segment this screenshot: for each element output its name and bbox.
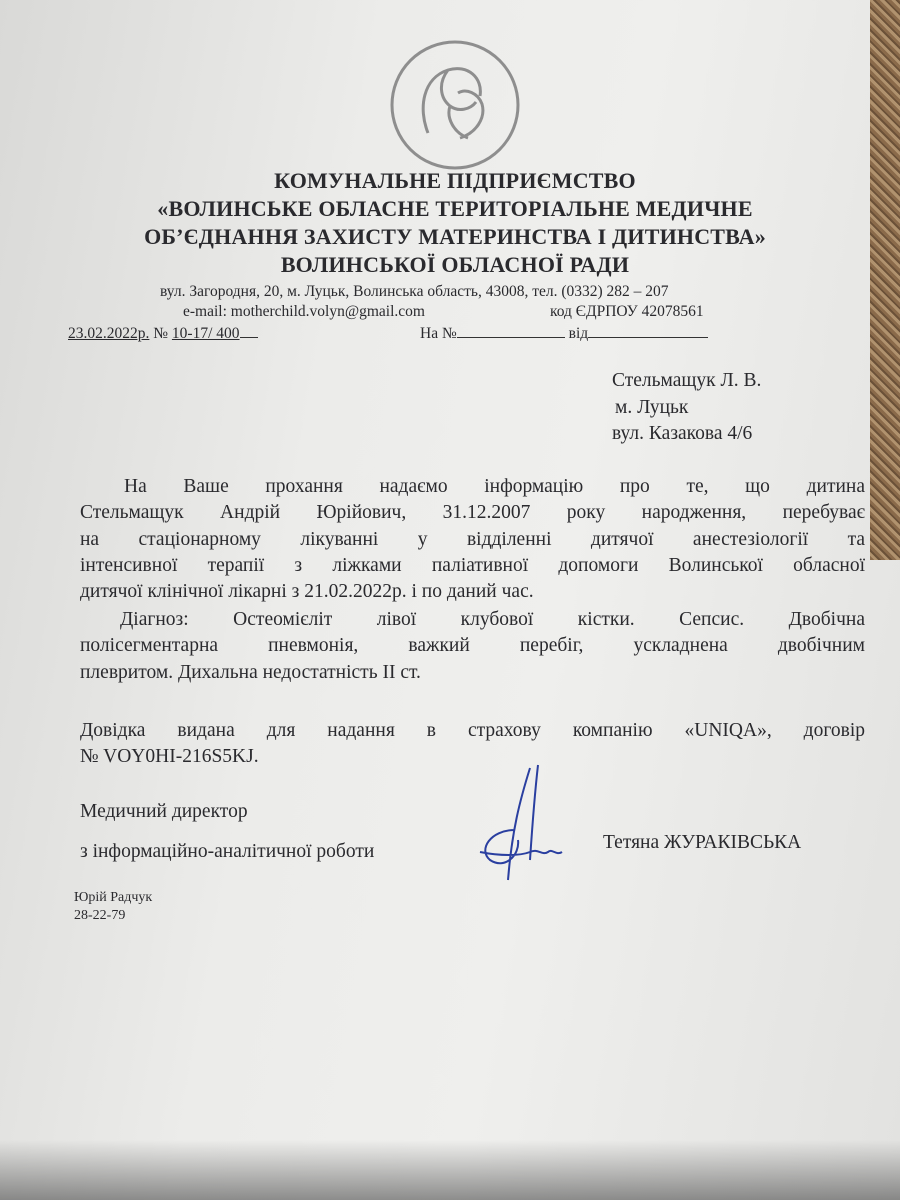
org-email: e-mail: motherchild.volyn@gmail.com (183, 303, 425, 320)
signatory-name: Тетяна ЖУРАКІВСЬКА (603, 832, 802, 853)
text-line: На Ваше прохання надаємо інформацію про те, що дитина (124, 476, 865, 497)
text-line: Стельмащук Андрій Юрійович, 31.12.2007 року народження, перебуває (80, 502, 865, 524)
text-line: Довідка видана для надання в страхову компанію «UNIQA», договір (80, 720, 865, 741)
signatory-title (80, 792, 374, 872)
logo-mother-child-icon (388, 38, 522, 172)
signatory-title-1: Медичний директор (80, 801, 248, 822)
executor-name: Юрій Радчук (74, 890, 153, 905)
org-address: вул. Загородня, 20, м. Луцьк, Волинська область, 43008, тел. (0332) 282 – 207 (160, 283, 669, 300)
on-num-label: На № (420, 325, 457, 342)
org-code: код ЄДРПОУ 42078561 (550, 303, 704, 320)
text-line: № VOY0HI-216S5KJ. (80, 746, 259, 768)
signatory-title-2: з інформаційно-аналітичної роботи (80, 841, 375, 862)
photo-shadow (0, 1140, 900, 1200)
text-line: дитячої клінічної лікарні з 21.02.2022р. і по даний час. (80, 581, 534, 603)
background-carpet (870, 0, 900, 560)
recipient-block (612, 368, 761, 448)
from-label: від (568, 325, 589, 342)
text-line: полісегментарна пневмонія, важкий перебіг, ускладнена двобічним (80, 635, 865, 657)
org-line-1: КОМУНАЛЬНЕ ПІДПРИЄМСТВО (274, 168, 636, 193)
recipient-city: м. Луцьк (615, 396, 689, 418)
incoming-reference (420, 325, 708, 343)
ref-date: 23.02.2022р. (68, 325, 150, 342)
reference-line (68, 325, 258, 343)
paragraph-info (80, 474, 865, 605)
ref-num-sign: № (153, 325, 169, 342)
org-line-4: ВОЛИНСЬКОЇ ОБЛАСНОЇ РАДИ (280, 252, 630, 277)
paragraph-diagnosis (80, 607, 865, 686)
org-line-2: «ВОЛИНСЬКЕ ОБЛАСНЕ ТЕРИТОРІАЛЬНЕ МЕДИЧНЕ (157, 196, 753, 221)
text-line: інтенсивної терапії з ліжками паліативної допомоги Волинської обласної (80, 554, 865, 576)
text-line: плевритом. Дихальна недостатність ІІ ст. (80, 661, 421, 683)
ref-number: 10-17/ 400 (171, 325, 240, 342)
executor-phone: 28-22-79 (74, 908, 126, 923)
text-line: на стаціонарному лікуванні у відділенні дитячої анестезіології та (80, 528, 865, 550)
org-line-3: ОБ’ЄДНАННЯ ЗАХИСТУ МАТЕРИНСТВА І ДИТИНСТВА» (144, 224, 766, 249)
recipient-name: Стельмащук Л. В. (612, 370, 762, 391)
recipient-street: вул. Казакова 4/6 (612, 423, 753, 444)
text-line: Діагноз: Остеомієліт лівої клубової кістки. Сепсис. Двобічна (120, 609, 865, 630)
executor-block (74, 889, 152, 925)
handwritten-signature (460, 760, 580, 900)
